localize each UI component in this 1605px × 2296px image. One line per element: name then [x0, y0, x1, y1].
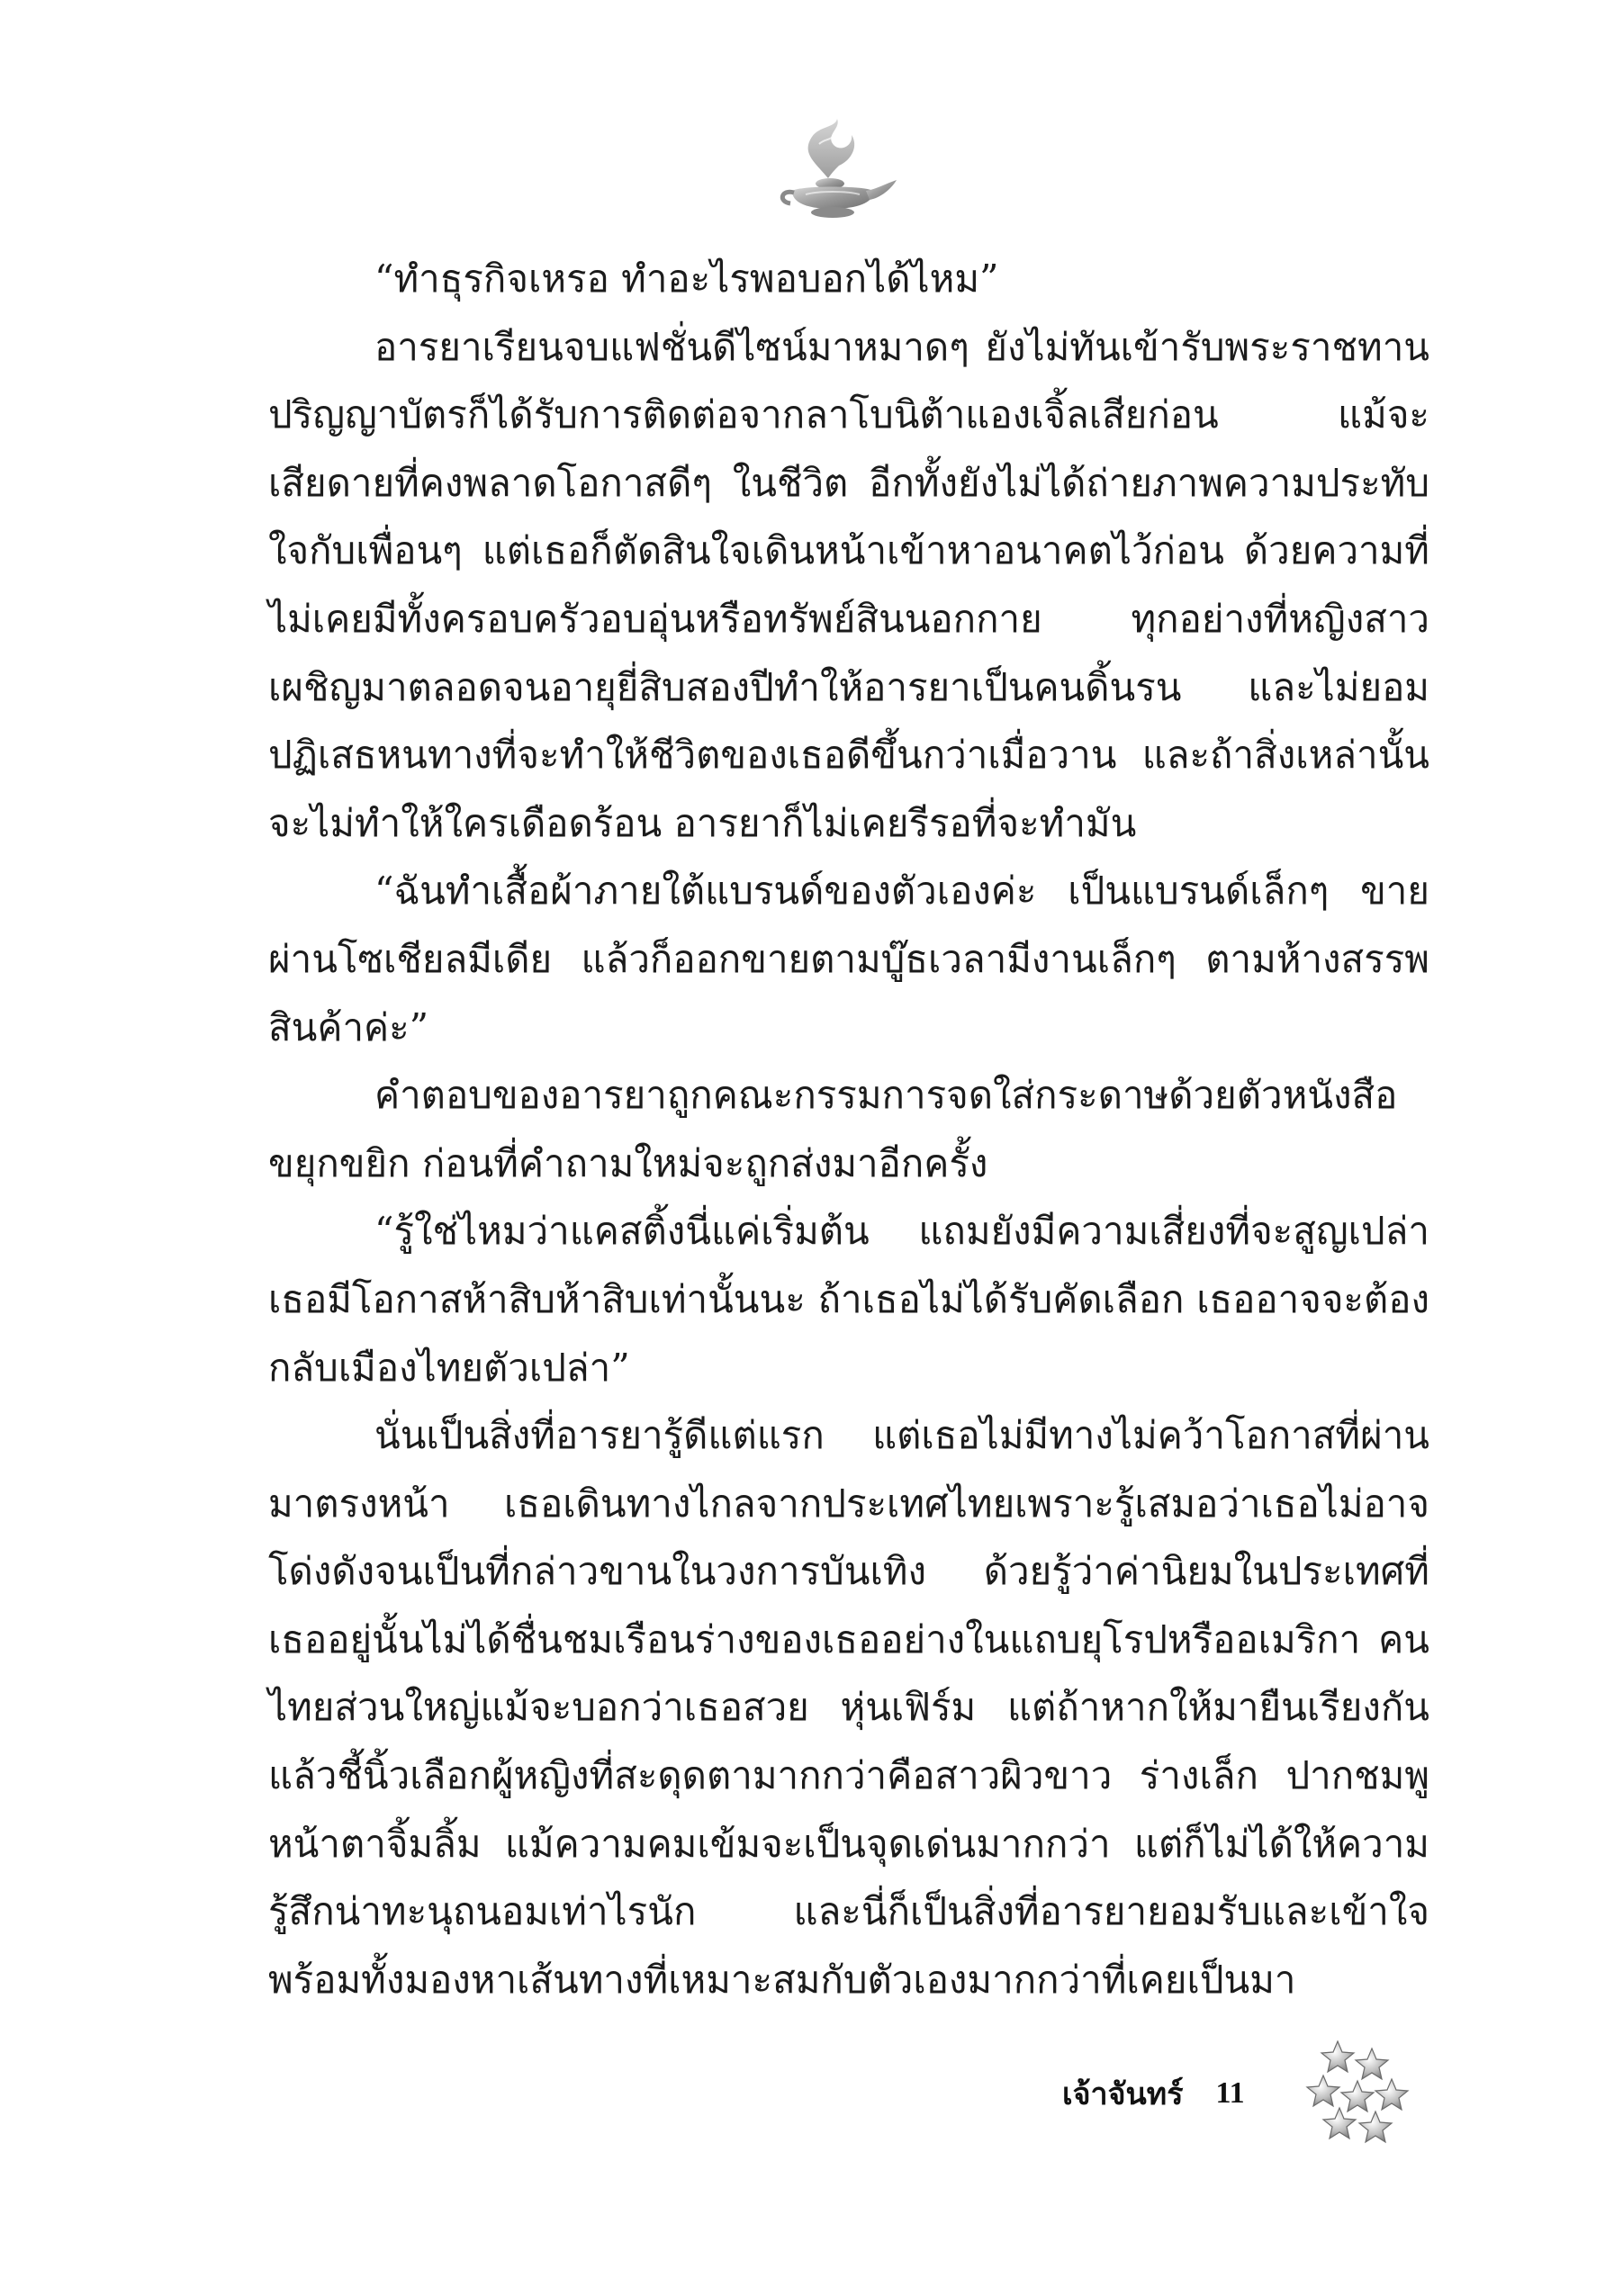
page-number: 11	[1215, 2076, 1245, 2110]
paragraph: “ทำธุรกิจเหรอ ทำอะไรพอบอกได้ไหม”	[374, 257, 999, 301]
paragraph: นั่นเป็นสิ่งที่อารยารู้ดีแต่แรก แต่เธอไม่มีทางไม่คว้าโอกาสที่ผ่านมาตรงหน้า เธอเดินทางไกลจากประเทศไทยเพราะรู้เสมอว่าเธอไม่อาจโด่งดังจนเป็นที่กล่าวขานในวงการบันเทิง ด้วยรู้ว่าค่านิยมในประเทศที่เธออยู่นั้นไม่ได้ชื่นชมเรือนร่างของเธออย่างในแถบยุโรปหรืออเมริกา คนไทยส่วนใหญ่แม้จะบอกว่าเธอสวย หุ่นเฟิร์ม แต่ถ้าหากให้มายืนเรียงกันแล้วชี้นิ้วเลือกผู้หญิงที่สะดุดตามากกว่าคือสาวผิวขาว ร่างเล็ก ปากชมพู หน้าตาจิ้มลิ้ม แม้ความคมเข้มจะเป็นจุดเด่นมากกว่า แต่ก็ไม่ได้ให้ความรู้สึกน่าทะนุถนอมเท่าไรนัก และนี่ก็เป็นสิ่งที่อารยายอมรับและเข้าใจ พร้อมทั้งมองหาเส้นทางที่เหมาะสมกับตัวเองมากกว่าที่เคยเป็นมา	[268, 1413, 1429, 2002]
paragraph: คำตอบของอารยาถูกคณะกรรมการจดใส่กระดาษด้วยตัวหนังสือขยุกขยิก ก่อนที่คำถามใหม่จะถูกส่งมาอีกครั้ง	[268, 1073, 1398, 1185]
stars-icon	[1303, 2036, 1411, 2144]
running-title: เจ้าจันทร์	[1062, 2076, 1184, 2112]
body-text	[268, 245, 1429, 2013]
paragraph: อารยาเรียนจบแฟชั่นดีไซน์มาหมาดๆ ยังไม่ทันเข้ารับพระราชทานปริญญาบัตรก็ได้รับการติดต่อจากลาโบนิต้าแองเจิ้ลเสียก่อน แม้จะเสียดายที่คงพลาดโอกาสดีๆ ในชีวิต อีกทั้งยังไม่ได้ถ่ายภาพความประทับใจกับเพื่อนๆ แต่เธอก็ตัดสินใจเดินหน้าเข้าหาอนาคตไว้ก่อน ด้วยความที่ไม่เคยมีทั้งครอบครัวอบอุ่นหรือทรัพย์สินนอกกาย ทุกอย่างที่หญิงสาวเผชิญมาตลอดจนอายุยี่สิบสองปีทำให้อารยาเป็นคนดิ้นรน และไม่ยอมปฏิเสธหนทางที่จะทำให้ชีวิตของเธอดีขึ้นกว่าเมื่อวาน และถ้าสิ่งเหล่านั้นจะไม่ทำให้ใครเดือดร้อน อารยาก็ไม่เคยรีรอที่จะทำมัน	[268, 324, 1429, 845]
paragraph: “รู้ใช่ไหมว่าแคสติ้งนี่แค่เริ่มต้น แถมยังมีความเสี่ยงที่จะสูญเปล่า เธอมีโอกาสห้าสิบห้าสิบเท่านั้นนะ ถ้าเธอไม่ได้รับคัดเลือก เธออาจจะต้องกลับเมืองไทยตัวเปล่า”	[268, 1209, 1429, 1390]
paragraph: “ฉันทำเสื้อผ้าภายใต้แบรนด์ของตัวเองค่ะ เป็นแบรนด์เล็กๆ ขายผ่านโซเชียลมีเดีย แล้วก็ออกขายตามบู๊ธเวลามีงานเล็กๆ ตามห้างสรรพสินค้าค่ะ”	[268, 869, 1429, 1049]
page-footer	[1062, 2066, 1245, 2120]
genie-lamp-icon	[765, 108, 900, 225]
